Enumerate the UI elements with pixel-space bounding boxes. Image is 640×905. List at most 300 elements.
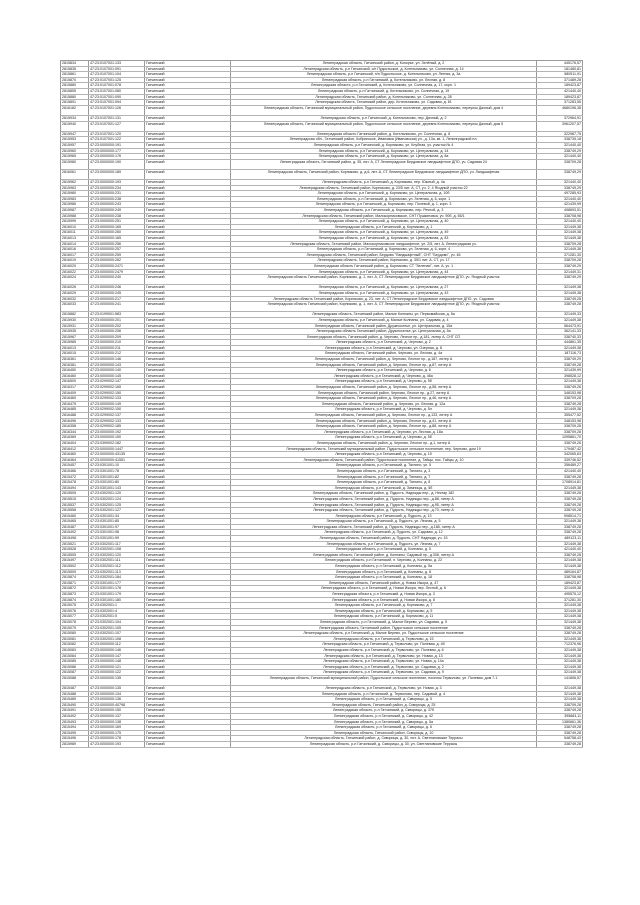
value-cell: 338749,28 — [537, 497, 583, 502]
record-number-cell: 2815487 — [61, 686, 89, 691]
value-cell: 321439,99 — [537, 368, 583, 373]
district-cell: Гатчинский — [145, 170, 231, 179]
value-cell: 321449,38 — [537, 686, 583, 691]
cadastral-number-cell: 47:23:0299002:133 — [89, 396, 145, 401]
cadastral-number-cell: 47:23:0301001:78 — [89, 469, 145, 474]
district-cell: Гатчинский — [145, 264, 231, 269]
address-cell: Ленинградская область, Гатчинский район, д. Пудость, Надежды пер., д.70, литер А — [231, 508, 537, 513]
value-cell: 321449,38 — [537, 614, 583, 619]
district-cell: Гатчинский — [145, 379, 231, 384]
address-cell: Ленинградская область, р-н Гатчинский, д. Скворицы, д. 5а — [231, 720, 537, 725]
district-cell: Гатчинский — [145, 122, 231, 131]
value-cell: 321449,38 — [537, 692, 583, 697]
value-cell: 321449,38 — [537, 542, 583, 547]
district-cell: Гатчинский — [145, 61, 231, 66]
cadastral-number-cell: 47:23:0000000:234 — [89, 186, 145, 191]
district-cell: Гатчинский — [145, 154, 231, 159]
district-cell: Гатчинский — [145, 430, 231, 435]
address-cell: Ленинградская область, Гатчинский район, Черново, ул. Лесная, д. 4а — [231, 351, 537, 356]
district-cell: Гатчинский — [145, 447, 231, 452]
district-cell: Гатчинский — [145, 346, 231, 351]
address-cell: Ленинградская область, р-н Гатчинский, д. Скворицы, д. 37б — [231, 708, 537, 713]
cadastral-number-cell: 47:23:0000000:43135 — [89, 452, 145, 457]
value-cell: 908514,71 — [537, 514, 583, 519]
cadastral-number-cell: 47:23:0301001:10 — [89, 463, 145, 468]
district-cell: Гатчинский — [145, 424, 231, 429]
cadastral-number-cell: 47:23:0302001:124 — [89, 497, 145, 502]
record-number-cell: 2815497 — [61, 558, 89, 563]
record-number-cell: 2815935 — [61, 329, 89, 334]
record-number-cell: 2815494 — [61, 725, 89, 730]
address-cell: Ленинградская область, р-н Гатчинский, д. Черново, ул. Лесная, д. 18а — [231, 430, 537, 435]
district-cell: Гатчинский — [145, 297, 231, 302]
value-cell: 338749,28 — [537, 631, 583, 636]
cadastral-number-cell: 47:23:0302001:1 — [89, 603, 145, 608]
record-number-cell: 2815988 — [61, 214, 89, 219]
cadastral-number-cell: 47:23:0000000:231 — [89, 191, 145, 196]
value-cell: 338749,28 — [537, 708, 583, 713]
cadastral-number-cell: 47:23:0302001:105 — [89, 626, 145, 631]
cadastral-number-cell: 47:23:0107001:104 — [89, 72, 145, 77]
district-cell: Гатчинский — [145, 208, 231, 213]
value-cell: 348153,98 — [537, 391, 583, 396]
address-cell: Ленинградская область, р-н Гатчинский, д. Корпиково, ул. Центральная, д. 27 — [231, 285, 537, 290]
address-cell: Ленинградская область, р-н Гатчинский, д. Черново, д. 6 — [231, 368, 537, 373]
district-cell: Гатчинский — [145, 665, 231, 670]
district-cell: Гатчинский — [145, 530, 231, 535]
value-cell: 321449,38 — [537, 586, 583, 591]
record-number-cell: 2816344 — [61, 430, 89, 435]
value-cell: 321449,38 — [537, 519, 583, 524]
value-cell: 421440,40 — [537, 469, 583, 474]
address-cell: Ленинградская область, Гатчинский муниципальный район, Пудостьское сельское поселение, деревня Котельниково, переулок Дачный, дом 5 — [231, 122, 537, 131]
value-cell: 445176,57 — [537, 61, 583, 66]
value-cell: 321449,38 — [537, 236, 583, 241]
address-cell: Ленинградская область, р-н Гатчинский, д. Терволово, ул. Полевая, д. 4б — [231, 642, 537, 647]
table-row — [61, 170, 583, 180]
district-cell: Гатчинский — [145, 363, 231, 368]
address-cell: Ленинградская область, Гатчинский район, д. Черново, Лесное пр., д.87, литер А — [231, 363, 537, 368]
value-cell: 338749,28 — [537, 475, 583, 480]
record-number-cell: 2816358 — [61, 424, 89, 429]
cadastral-number-cell: 47:23:0299002:147 — [89, 379, 145, 384]
cadastral-number-cell: 47:23:0299002:150 — [89, 407, 145, 412]
cadastral-number-cell: 47:23:0000000:140 — [89, 368, 145, 373]
cadastral-number-cell: 47:23:0301001:177 — [89, 581, 145, 586]
address-cell: Ленинградская область, р-н Гатчинский, д. Корпиково, ул. Центральная, д. 43 — [231, 291, 537, 296]
record-number-cell: 2816485 — [61, 407, 89, 412]
district-cell: Гатчинский — [145, 547, 231, 552]
address-cell: Ленинградская область, р-н Гатчинский, д. Новая Ижора, д. 3 — [231, 592, 537, 597]
value-cell: 371283,55 — [537, 100, 583, 105]
value-cell: 338749,28 — [537, 742, 583, 747]
cadastral-number-cell: 47:23:0107001:127 — [89, 122, 145, 131]
value-cell: 495575,12 — [537, 592, 583, 597]
cadastral-number-cell: 47:23:0107001:090 — [89, 95, 145, 100]
value-cell: 189423,87 — [537, 581, 583, 586]
address-cell: Ленинградская область, р-н Гатчинский, д. Малое Верево, ул. Садовая, д. 5 — [231, 620, 537, 625]
cadastral-number-cell: 47:23:0107001:120 — [89, 132, 145, 137]
address-cell: Ленинградская область, Гатчинский район, д. Скворицы, д. 30, лит. А, Светлановские Террасы — [231, 736, 537, 741]
value-cell: 338709,28 — [537, 258, 583, 263]
address-cell: Ленинградская область, Гатчинский муниципальный район, Пудостьское сельское поселение, поселок Терволово, ул. Полевая, дом 7-1 — [231, 676, 537, 685]
value-cell: 338709,28 — [537, 160, 583, 169]
address-cell: Ленинградская область, р-н Гатчинский, д. Корпиково, ул. Центральная, д. 83 — [231, 236, 537, 241]
value-cell: 356489,27 — [537, 463, 583, 468]
district-cell: Гатчинский — [145, 676, 231, 685]
value-cell: 338749,28 — [537, 731, 583, 736]
address-cell: Ленинградская область, Гатчинский район, Малые Колпаны, ул. Первомайская, д. 5а — [231, 312, 537, 317]
record-number-cell: 2815882 — [61, 312, 89, 317]
district-cell: Гатчинский — [145, 95, 231, 100]
record-number-cell: 2815871 — [61, 581, 89, 586]
address-cell: Ленинградская область, р-н Гатчинский, д. Черново, д. 15 — [231, 452, 537, 457]
cadastral-number-cell: 47:23:0107001:133 — [89, 61, 145, 66]
cadastral-number-cell: 47:23:0301001:97 — [89, 525, 145, 530]
value-cell: 338749,26 — [537, 441, 583, 446]
record-number-cell: 2816496 — [61, 419, 89, 424]
value-cell: 489164,87 — [537, 570, 583, 575]
district-cell: Гатчинский — [145, 270, 231, 275]
record-number-cell: 2815088 — [61, 676, 89, 685]
cadastral-number-cell: 47:23:0299002:185 — [89, 424, 145, 429]
record-number-cell: 2815086 — [61, 665, 89, 670]
address-cell: Ленинградская область, р-н Гатчинский, д. Черново, д. 46а — [231, 374, 537, 379]
value-cell: 321440,40 — [537, 154, 583, 159]
value-cell: 338709,28 — [537, 424, 583, 429]
address-cell: Ленинградская область, р-н Гатчинский, д. Черново, ул. Озерная, д. 8 — [231, 346, 537, 351]
district-cell: Гатчинский — [145, 385, 231, 390]
record-number-cell: 2815080 — [61, 631, 89, 636]
address-cell: Ленинградская область, Гатчинский район, д. Черново, Лесное пр., д.41, литер А — [231, 419, 537, 424]
value-cell: 321449,38 — [537, 637, 583, 642]
record-number-cell: 2815521 — [61, 542, 89, 547]
district-cell: Гатчинский — [145, 160, 231, 169]
cadastral-number-cell: 47:23:0000000:143 — [89, 363, 145, 368]
value-cell: 338749,28 — [537, 626, 583, 631]
cadastral-number-cell: 47:23:0000000:209 — [89, 335, 145, 340]
value-cell: 321449,38 — [537, 486, 583, 491]
value-cell: 321440,40 — [537, 180, 583, 185]
address-cell: Ленинградская область, р-н Гатчинский, д. Терволово, ул. Полевая, д. 6 — [231, 648, 537, 653]
cadastral-number-cell: 47:23:0000000:191 — [89, 143, 145, 148]
cadastral-number-cell: 47:23:0000000:135 — [89, 686, 145, 691]
cadastral-number-cell: 47:23:0302001:120 — [89, 553, 145, 558]
cadastral-number-cell: 47:23:0000000:149 — [89, 402, 145, 407]
cadastral-number-cell: 47:23:0000000:150 — [89, 435, 145, 440]
record-number-cell: 2816361 — [61, 357, 89, 362]
record-number-cell: 2815880 — [61, 95, 89, 100]
district-cell: Гатчинский — [145, 413, 231, 418]
address-cell: Ленинградская область, р-н Гатчинский, д. Корпиково, ул. Зеленая, д. 6, корп. 4 — [231, 247, 537, 252]
record-number-cell: 2815983 — [61, 197, 89, 202]
record-number-cell: 2815963 — [61, 186, 89, 191]
cadastral-number-cell: 47:23:0301001:82 — [89, 475, 145, 480]
value-cell: 321449,38 — [537, 291, 583, 296]
cadastral-number-cell: 47:23:0000000:1447 — [89, 447, 145, 452]
record-number-cell: 2816369 — [61, 435, 89, 440]
address-cell: Ленинградская область, р-н Гатчинский, д. Котельниково, ул. Солнечная, д. 17, корп. 1 — [231, 83, 537, 88]
cadastral-number-cell: 47:23:0000000:2471 — [89, 264, 145, 269]
address-cell: Ленинградская область, Гатчинский район, д. Черново, Лесное пр., д.88, литер А — [231, 424, 537, 429]
address-cell: Ленинградская область, Гатчинский район, Пудостьское сельское поселение — [231, 626, 537, 631]
district-cell: Гатчинский — [145, 396, 231, 401]
cadastral-number-cell: 47:23:0301001:34 — [89, 514, 145, 519]
district-cell: Гатчинский — [145, 536, 231, 541]
cadastral-number-cell: 47:23:0000000:2479 — [89, 270, 145, 275]
record-number-cell: 2815465 — [61, 519, 89, 524]
address-cell: Ленинградская область, Гатчинский район, д. Новая Ижора, д. 47 — [231, 581, 537, 586]
cadastral-number-cell: 47:23:0000000:238 — [89, 214, 145, 219]
address-cell: Ленинградская область, Гатчинский район, Корпиково, д. 35/1 лит. А, СТ, уч. 17 — [231, 258, 537, 263]
cadastral-number-cell: 47:23:0107001:122 — [89, 137, 145, 142]
cadastral-number-cell: 47:23:0000000:201 — [89, 318, 145, 323]
record-number-cell: 2816011 — [61, 230, 89, 235]
address-cell: Ленинградская область, Гатчинский район, Малокорпиковское, СНТ Пушкиновка, уч. 90б, д. 65/1 — [231, 214, 537, 219]
address-cell: Ленинградская область, р-н Гатчинский, д. Корпиково, пер. Речной, д. 3 — [231, 208, 537, 213]
address-cell: Ленинградская область, Гатчинский район, д. Черново, Лесное пр., д.46, литер А — [231, 396, 537, 401]
record-number-cell: 2815494 — [61, 486, 89, 491]
value-cell: 395683,11 — [537, 714, 583, 719]
address-cell: Ленинградская область, р-н Гатчинский, д. Корпиково, ул. Центральная, д. 8а — [231, 154, 537, 159]
record-number-cell: 2816020 — [61, 264, 89, 269]
address-cell: Ленинградская область, р-н Гатчинский, д. Корпиково, ул. Центральная, д. 44 — [231, 270, 537, 275]
record-number-cell: 2815947 — [61, 132, 89, 137]
record-number-cell: 2816016 — [61, 247, 89, 252]
address-cell: Ленинградская область Гатчинский район, Корпиково, д. 1, лит. А, СТ Ленинградское Бердовское ландшафтное ДПО, уч. Ягодный участок — [231, 275, 537, 284]
cadastral-number-cell: 47:23:0000000:211 — [89, 346, 145, 351]
record-number-cell: 2815891 — [61, 100, 89, 105]
address-cell: Ленинградская область, р-н Гатчинский, д. Зимницы, д. 5б — [231, 486, 537, 491]
address-cell: Ленинградская область, р-н Гатчинский, д. Терволово, ул. Новая, д. 14а — [231, 659, 537, 664]
address-cell: Ленинградская область, Гатчинский район, Дружноселье, ул. Центральная, д. 15а — [231, 324, 537, 329]
district-cell: Гатчинский — [145, 312, 231, 317]
cadastral-number-cell: 47:23:0000000:41551 — [89, 458, 145, 463]
cadastral-number-cell: 47:23:0000000:257 — [89, 247, 145, 252]
district-cell: Гатчинский — [145, 703, 231, 708]
district-cell: Гатчинский — [145, 637, 231, 642]
district-cell: Гатчинский — [145, 137, 231, 142]
cadastral-number-cell: 47:23:0000000:148 — [89, 659, 145, 664]
value-cell: 321449,38 — [537, 564, 583, 569]
cadastral-number-cell: 47:23:0302001:117 — [89, 542, 145, 547]
record-number-cell: 2815509 — [61, 570, 89, 575]
cadastral-number-cell: 47:23:0299002:150 — [89, 391, 145, 396]
cadastral-number-cell: 47:23:0000000:259 — [89, 253, 145, 258]
value-cell: 321449,38 — [537, 318, 583, 323]
district-cell: Гатчинский — [145, 83, 231, 88]
record-number-cell: 2815558 — [61, 508, 89, 513]
value-cell: 338709,28 — [537, 242, 583, 247]
table-row — [61, 676, 583, 686]
district-cell: Гатчинский — [145, 642, 231, 647]
address-cell: Ленинградская область, р-н Гатчинский, д. Котельниково, пер. Дачный, д. 2 — [231, 116, 537, 121]
address-cell: Ленинградская область, р-н Гатчинский, д. Корпиково, ул. Центральная, д. 14 — [231, 149, 537, 154]
district-cell: Гатчинский — [145, 659, 231, 664]
address-cell: Ленинградская область, р-н Гатчинский, д. Пудость, ул. Садовая, д. 12 — [231, 530, 537, 535]
record-number-cell: 2816026 — [61, 285, 89, 290]
value-cell: 355477,52 — [537, 413, 583, 418]
district-cell: Гатчинский — [145, 180, 231, 185]
district-cell: Гатчинский — [145, 253, 231, 258]
address-cell: Ленинградская область, Гатчинский муниципальный район, Пудостьское сельское поселение, деревня Котельниково, переулок Дачный, дом 4 — [231, 106, 537, 115]
district-cell: Гатчинский — [145, 318, 231, 323]
cadastral-number-cell: 47:23:0299002:165 — [89, 385, 145, 390]
district-cell: Гатчинский — [145, 258, 231, 263]
district-cell: Гатчинский — [145, 714, 231, 719]
cadastral-number-cell: 47:23:0107001:080 — [89, 89, 145, 94]
cadastral-number-cell: 47:23:0000000:189 — [89, 170, 145, 179]
address-cell: Ленинградская область, Гатчинский район, дер. Котельниково, ул. Садовая, д. 61 — [231, 100, 537, 105]
value-cell: 321449,38 — [537, 609, 583, 614]
address-cell: Ленинградская область, Гатчинский район, д. Пудость, Надежды пер., д.168, литер А — [231, 525, 537, 530]
value-cell: 398528,12 — [537, 374, 583, 379]
record-number-cell: 2815861 — [61, 72, 89, 77]
record-number-cell: 2815488 — [61, 692, 89, 697]
district-cell: Гатчинский — [145, 335, 231, 340]
address-cell: Ленинградская область, р-н Гатчинский, д. Корпиково, пер. Южный, д. 4а — [231, 180, 537, 185]
record-number-cell: 2815835 — [61, 67, 89, 72]
record-number-cell: 2815960 — [61, 149, 89, 154]
record-number-cell: 2815873 — [61, 592, 89, 597]
address-cell: Ленинградская область, р-н Гатчинский, д. Колпаны, д. 8 — [231, 570, 537, 575]
address-cell: Ленинградская область, р-н Гатчинский, д. Терволово, ул. Садовая, д. 9 — [231, 670, 537, 675]
district-cell: Гатчинский — [145, 626, 231, 631]
table-row — [61, 742, 583, 748]
district-cell: Гатчинский — [145, 458, 231, 463]
value-cell: 321440,40 — [537, 197, 583, 202]
cadastral-number-cell: 47:23:0000000:202 — [89, 324, 145, 329]
address-cell: Ленинградская область, р-н Гатчинский, д. Пудость, д. 13 — [231, 514, 537, 519]
cadastral-number-cell: 47:23:0301001:143 — [89, 486, 145, 491]
value-cell: 321449,38 — [537, 379, 583, 384]
cadastral-number-cell: 47:23:0000000:40798 — [89, 703, 145, 708]
district-cell: Гатчинский — [145, 116, 231, 121]
value-cell: 1708914,81 — [537, 480, 583, 485]
record-number-cell: 2815472 — [61, 475, 89, 480]
address-cell: Ленинградская область, Гатчинский район, д. 35, лит. А, СТ Ленинградское Бердовское ландшафтное ДПО, уч. Садовая 24 — [231, 160, 537, 169]
record-number-cell: 2815457 — [61, 463, 89, 468]
district-cell: Гатчинский — [145, 631, 231, 636]
cadastral-number-cell: 47:23:0302001:127 — [89, 508, 145, 513]
cadastral-number-cell: 47:23:0302001:108 — [89, 637, 145, 642]
address-cell: Ленинградская область, Гатчинский район, д. Черново, ул. Лесная, д. 12а — [231, 402, 537, 407]
cadastral-number-cell: 47:23:0000000:190 — [89, 160, 145, 169]
address-cell: Ленинградская область, Гатчинский район, д. Черново, Лесное пр., д.133, литер А — [231, 413, 537, 418]
record-number-cell: 2815987 — [61, 208, 89, 213]
district-cell: Гатчинский — [145, 586, 231, 591]
address-cell: Ленинградская область, Гатчинский район, д. Черново, Лесное пр., д.181, литер А, СНТ СП — [231, 335, 537, 340]
cadastral-number-cell: 47:23:0000000:240 — [89, 275, 145, 284]
value-cell: 338749,29 — [537, 264, 583, 269]
record-number-cell: 2816029 — [61, 291, 89, 296]
record-number-cell: 2816460 — [61, 396, 89, 401]
record-number-cell: 2815999 — [61, 219, 89, 224]
cadastral-number-cell: 47:23:0000000:165 — [89, 225, 145, 230]
value-cell: 321449,38 — [537, 670, 583, 675]
record-number-cell: 2815489 — [61, 697, 89, 702]
cadastral-number-cell: 47:23:0000000:121 — [89, 665, 145, 670]
address-cell: Ленинградская область, Гатчинский район, Бердово "Ландшафтный", СНТ "Бердово", уч. 46 — [231, 253, 537, 258]
cadastral-number-cell: 47:23:0000000:192 — [89, 430, 145, 435]
record-number-cell: 2816404 — [61, 441, 89, 446]
record-number-cell: 2816381 — [61, 363, 89, 368]
address-cell: Ленинградская область, р-н Гатчинский, д. Терволово, ул. Новая, д. 13 — [231, 654, 537, 659]
address-cell: Ленинградская область, р-н Гатчинский, д. Корпиково, д. 7 — [231, 603, 537, 608]
district-cell: Гатчинский — [145, 452, 231, 457]
cadastral-number-cell: 47:23:0301001:80 — [89, 480, 145, 485]
value-cell: 321449,38 — [537, 558, 583, 563]
cadastral-number-cell: 47:23:0302001:104 — [89, 620, 145, 625]
record-number-cell: 2815493 — [61, 720, 89, 725]
district-cell: Гатчинский — [145, 230, 231, 235]
address-cell: Ленинградская область, р-н Гатчинский, д. Терволово, ул. Садовая, д. 2 — [231, 665, 537, 670]
address-cell: Ленинградская область, р-н Гатчинский, д. Малое Верево, ул. Пудостьское сельское поселение — [231, 631, 537, 636]
cadastral-number-cell: 47:23:0000000:210 — [89, 340, 145, 345]
record-number-cell: 2815498 — [61, 536, 89, 541]
address-cell: Ленинградская область, р-н Гатчинский, д. Скворицы, д. 42 — [231, 714, 537, 719]
value-cell: 339746,52 — [537, 458, 583, 463]
district-cell: Гатчинский — [145, 186, 231, 191]
cadastral-number-cell: 47:23:0302001:4 — [89, 609, 145, 614]
value-cell: 1095861,70 — [537, 435, 583, 440]
cadastral-number-cell: 47:23:0000000:145 — [89, 374, 145, 379]
district-cell: Гатчинский — [145, 581, 231, 586]
value-cell: 321449,33 — [537, 312, 583, 317]
record-number-cell: 2815466 — [61, 469, 89, 474]
district-cell: Гатчинский — [145, 149, 231, 154]
value-cell: 321449,38 — [537, 225, 583, 230]
record-number-cell: 2816479 — [61, 402, 89, 407]
district-cell: Гатчинский — [145, 100, 231, 105]
address-cell: Ленинградская область, Гатчинский район, Скворицы, д. 10 — [231, 731, 537, 736]
record-number-cell: 2815985 — [61, 202, 89, 207]
district-cell: Гатчинский — [145, 72, 231, 77]
cadastral-number-cell: 47:23:0107001:131 — [89, 116, 145, 121]
record-number-cell: 2815872 — [61, 586, 89, 591]
record-number-cell: 2815855 — [61, 89, 89, 94]
address-cell: Ленинградская область, р-н Гатчинский, д. Терволово, д. 15 — [231, 637, 537, 642]
district-cell: Гатчинский — [145, 419, 231, 424]
record-number-cell: 2815491 — [61, 708, 89, 713]
district-cell: Гатчинский — [145, 463, 231, 468]
cadastral-number-cell: 47:23:0000000:217 — [89, 297, 145, 302]
cadastral-number-cell: 47:23:0301001:179 — [89, 592, 145, 597]
value-cell: 338708,98 — [537, 575, 583, 580]
record-number-cell: 2815834 — [61, 61, 89, 66]
record-number-cell: 2816017 — [61, 253, 89, 258]
district-cell: Гатчинский — [145, 67, 231, 72]
district-cell: Гатчинский — [145, 302, 231, 311]
record-number-cell: 2815460 — [61, 514, 89, 519]
address-cell: Ленинградская область, Гатчинский район, Пудостьское поселение, д. Тайцы, пос. Тайцы, д. 10 — [231, 458, 537, 463]
district-cell: Гатчинский — [145, 357, 231, 362]
address-cell: Ленинградская область, р-н Гатчинский, д. Черново, д. 5л — [231, 407, 537, 412]
record-number-cell: 2815874 — [61, 575, 89, 580]
record-number-cell: 2816488 — [61, 413, 89, 418]
cadastral-number-cell: 47:23:0399002:182 — [89, 441, 145, 446]
value-cell: 421440,40 — [537, 547, 583, 552]
district-cell: Гатчинский — [145, 553, 231, 558]
cadastral-number-cell: 47:23:0301001:180 — [89, 598, 145, 603]
address-cell: Ленинградская область, р-н Гатчинский, д. Черново, д. 5б — [231, 435, 537, 440]
value-cell: 321449,38 — [537, 665, 583, 670]
district-cell: Гатчинский — [145, 497, 231, 502]
address-cell: Ленинградская область, Гатчинский район, д. Копорье, ул. Зелёный, д. 2 — [231, 61, 537, 66]
district-cell: Гатчинский — [145, 708, 231, 713]
district-cell: Гатчинский — [145, 720, 231, 725]
value-cell: 321449,38 — [537, 285, 583, 290]
